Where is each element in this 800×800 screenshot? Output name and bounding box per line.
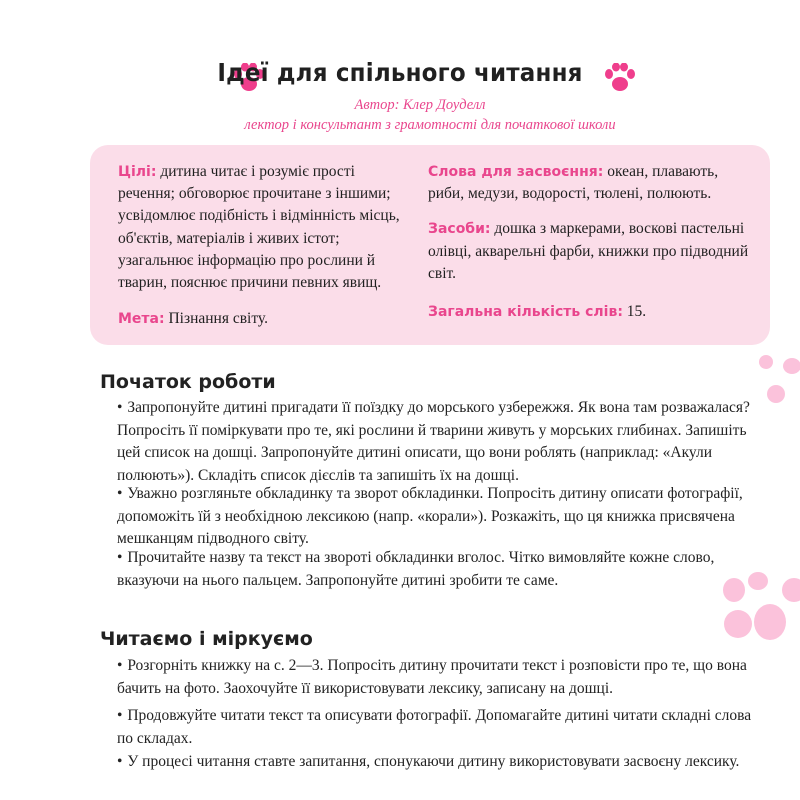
list-item-text: Прочитайте назву та текст на звороті обкладинки вголос. Чітко вимовляйте кожне слово, вказуючи на нього пальцем. Запропонуйте дитині зробити те саме. [117,549,715,589]
list-item [117,483,757,551]
author-line: Автор: Клер Доуделл [354,97,486,113]
goals-label: Цілі: [118,164,157,180]
bullet-mark: • [117,485,123,502]
section-heading-reading: Читаємо і міркуємо [100,628,313,650]
tools-block [428,218,758,285]
bullet-mark: • [117,707,123,724]
tools-label: Засоби: [428,221,491,238]
list-item-text: Продовжуйте читати текст та описувати фотографії. Допомагайте дитині читати складні слова по складах. [117,707,752,747]
list-item [117,705,757,750]
list-item-text: У процесі читання ставте запитання, спонукаючи дитину використовувати засвоєну лексику. [127,753,740,770]
aim-label: Мета: [118,311,165,328]
aim-block [118,308,403,330]
bullet-mark: • [117,549,123,566]
bullet-mark: • [117,753,123,770]
aim-text: Пізнання світу. [168,310,269,328]
list-item-text: Уважно розгляньте обкладинку та зворот обкладинки. Попросіть дитину описати фотографії, допоможіть їй з необхідною лексикою (напр. «корали»). Розкажіть, що ця книжка присвячена мешканцям підводного світу. [117,485,743,548]
paw-print-icon-edge-top [752,352,800,412]
word-count-value: 15. [626,303,647,321]
words-label: Слова для засвоєння: [428,164,604,180]
list-item [117,397,757,487]
words-block [428,161,758,205]
page-title: Ідеї для спільного читання [217,58,583,87]
tools-text: дошка з маркерами, воскові пастельні олівці, акварельні фарби, книжки про підводний світ. [428,220,749,282]
bullet-mark: • [117,399,123,416]
bullet-mark: • [117,657,123,674]
word-count-label: Загальна кількість слів: [428,304,623,321]
info-left-column [118,161,403,330]
list-item-text: Розгорніть книжку на с. 2—3. Попросіть дитину прочитати текст і розповісти про те, що вона бачить на фото. Заохочуйте її використовувати лексику, записану на дошці. [117,657,747,697]
list-item [117,751,757,774]
info-right-column [428,161,758,323]
section-heading-start: Початок роботи [100,371,276,393]
list-item-text: Запропонуйте дитині пригадати її поїздку до морського узбережжя. Як вона там розважалася? Попросіть її поміркувати про те, які рослини й тварини живуть у морських глибинах. Запишіть цей список на дошці. Запропонуйте дитині описати, що вони роблять (наприклад: «Акули полюють»). Складіть список дієслів та запишіть їх на дошці. [117,399,750,484]
author-role: лектор і консультант з грамотності для початкової школи [244,117,616,133]
list-item [117,547,757,592]
goals-block [118,161,403,294]
words-text: океан, плавають, риби, медузи, водорості, тюлені, полюють. [428,163,719,203]
goals-text: дитина читає і розуміє прості речення; обговорює прочитане з іншими; усвідомлює подібність і відмінність місць, об'єктів, матеріалів і живих істот; узагальнює інформацію про рослини й тварин, пояснює причини певних явищ. [118,163,400,292]
list-item [117,655,757,700]
word-count-block [428,301,758,323]
